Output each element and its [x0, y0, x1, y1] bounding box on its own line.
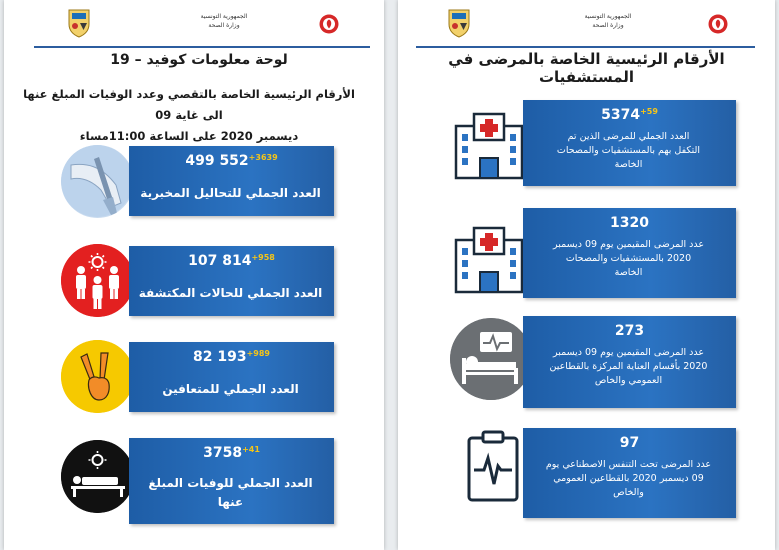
ministry-logo-icon	[319, 14, 339, 34]
page-header	[398, 0, 775, 44]
stat-number: 5374	[601, 107, 641, 123]
victory-hand-icon	[61, 340, 134, 413]
stat-label	[529, 346, 728, 388]
stat-value	[129, 253, 334, 269]
stat-card-deaths	[129, 438, 334, 524]
stat-card-lab-tests	[129, 146, 334, 216]
stat-label-line: 2020 بأقسام العناية المركزة بالقطاعين	[549, 361, 708, 372]
ministry-logo-icon	[708, 14, 728, 34]
deceased-icon	[61, 440, 134, 513]
ministry-name: وزارة الصحة	[208, 22, 240, 29]
stat-label-line: العدد الجملي للوفيات المبلغ	[148, 476, 313, 490]
page-header	[4, 0, 384, 44]
page-title: لوحة معلومات كوفيد – 19	[110, 52, 288, 68]
stat-value	[129, 445, 334, 461]
stat-label-line: العدد الجملي للمرضى الذين تم	[567, 131, 690, 142]
stat-label-line: الخاصة	[614, 159, 643, 170]
subtitle-line: ديسمبر 2020 على الساعة 11:00مساء	[79, 129, 299, 143]
stat-value	[523, 323, 736, 339]
stat-label-line: عنها	[217, 495, 244, 509]
republic-name: الجمهورية التونسية	[200, 13, 248, 20]
stat-label	[529, 238, 728, 280]
stat-label-line: والخاص	[613, 487, 644, 498]
stat-label-line: 2020 بالمستشفيات والمصحات	[565, 253, 692, 264]
stat-label-line: الخاصة	[614, 267, 643, 278]
stat-delta: +3639	[248, 153, 278, 162]
people-virus-icon	[61, 244, 134, 317]
dashboard-page-right	[398, 0, 775, 550]
stat-delta: +989	[246, 349, 270, 358]
stat-card-icu	[523, 316, 736, 408]
stat-delta: +59	[640, 107, 658, 116]
stat-card-cases	[129, 246, 334, 316]
hospital-icon	[454, 226, 524, 294]
ministry-name: وزارة الصحة	[592, 22, 624, 29]
stat-value	[129, 153, 334, 169]
stat-label	[529, 458, 728, 500]
stat-label-line: التكفل بهم بالمستشفيات والمصحات	[556, 145, 701, 156]
lab-test-icon	[61, 145, 134, 218]
ventilator-chart-icon	[466, 430, 520, 502]
stat-label: العدد الجملي للتحاليل المخبرية	[140, 186, 321, 200]
stat-card-total-patients	[523, 100, 736, 186]
stat-number: 273	[614, 323, 645, 339]
header-divider	[416, 46, 755, 48]
stat-number: 97	[619, 435, 640, 451]
subtitle-line: الأرقام الرئيسية الخاصة بالتقصي وعدد الوفيات المبلغ عنها الى غاية 09	[23, 87, 355, 122]
page-title: الأرقام الرئيسية الخاصة بالمرضى في المستشفيات	[448, 50, 725, 86]
icu-bed-icon	[450, 318, 532, 400]
stat-card-ventilator	[523, 428, 736, 518]
stat-card-inpatients	[523, 208, 736, 298]
stat-label-line: 09 ديسمبر 2020 بالقطاعين العمومي	[553, 473, 704, 484]
stat-delta: +958	[251, 253, 275, 262]
stat-value	[523, 215, 736, 231]
tunisia-emblem-icon	[446, 8, 472, 38]
stat-number: 1320	[610, 215, 649, 231]
header-divider	[34, 46, 370, 48]
republic-name: الجمهورية التونسية	[584, 13, 632, 20]
stat-delta: +41	[242, 445, 260, 454]
header-text	[164, 12, 284, 30]
stat-number: 107 814	[188, 253, 252, 269]
stat-label-line: عدد المرضى تحت التنفس الاصطناعي يوم	[545, 459, 712, 470]
stat-label	[529, 130, 728, 172]
stat-card-recovered	[129, 342, 334, 412]
stat-label-line: العمومي والخاص	[594, 375, 663, 386]
header-text	[548, 12, 668, 30]
hospital-icon	[454, 112, 524, 180]
stat-number: 3758	[203, 445, 243, 461]
stat-label	[135, 474, 326, 512]
stat-label: العدد الجملي للمتعافين	[162, 382, 299, 396]
tunisia-emblem-icon	[66, 8, 92, 38]
dashboard-page-left	[4, 0, 384, 550]
page-subtitle	[14, 84, 364, 147]
stat-number: 82 193	[193, 349, 247, 365]
stat-label-line: عدد المرضى المقيمين يوم 09 ديسمبر	[552, 347, 705, 358]
stat-value	[523, 435, 736, 451]
stat-value	[129, 349, 334, 365]
stat-value	[523, 107, 736, 123]
stat-label: العدد الجملي للحالات المكتشفة	[138, 286, 323, 300]
stat-label-line: عدد المرضى المقيمين يوم 09 ديسمبر	[552, 239, 705, 250]
stat-number: 499 552	[185, 153, 249, 169]
